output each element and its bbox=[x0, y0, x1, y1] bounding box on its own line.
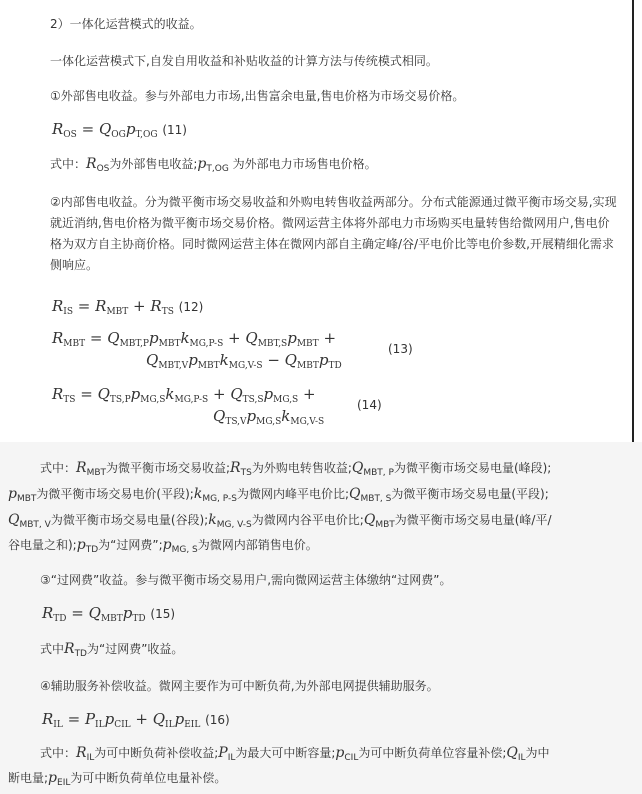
item2-paragraph: ②内部售电收益。分为微平衡市场交易收益和外购电转售收益两部分。分布式能源通过微平衡市场交易,实现就近消纳,售电价格为微平衡市场交易价格。微网运营主体将外部电力市场购买电量转售给微网用户,售电价格为双方自主协商价格。同时微网运营主体在微网内部自主确定峰/谷/平电价比等电价参数,开展精细化需求侧响应。 bbox=[50, 195, 617, 272]
equation-14-line1: $R_{TS} = Q_{TS,P}p_{MG,S}k_{MG,P-S} + Q_{TS,S}p_{MG,S}$ + bbox=[52, 385, 316, 405]
explain-t5: 为微网内峰平电价比; bbox=[236, 487, 350, 501]
equation-16-number: (16) bbox=[205, 713, 230, 727]
article-bottom-panel bbox=[0, 442, 642, 794]
explain-line-4: 谷电量之和)$;p_{TD}$为“过网费$”;p_{MG, S}$为微网内部销售电价。 bbox=[8, 537, 318, 555]
item1-heading: ①外部售电收益。参与外部电力市场,出售富余电量,售电价格为市场交易价格。 bbox=[50, 89, 465, 103]
item4-n6: 为可中断负荷单位电量补偿。 bbox=[70, 771, 227, 785]
equation-12-number: (12) bbox=[178, 300, 204, 314]
item4-n1: 为可中断负荷补偿收益; bbox=[94, 746, 219, 760]
explain-t10: 谷电量之和); bbox=[8, 538, 77, 552]
equation-16: $R_{IL} = P_{IL}p_{CIL} + Q_{IL}p_{EIL}$ (16) bbox=[42, 710, 230, 730]
explain-t12: 为微网内部销售电价。 bbox=[197, 538, 318, 552]
explain-t8: 为微网内谷平电价比; bbox=[251, 513, 364, 527]
intro-text: 一体化运营模式下,自发自用收益和补贴收益的计算方法与传统模式相同。 bbox=[50, 54, 438, 68]
explain-t3: 为微平衡市场交易电量(峰段); bbox=[393, 461, 552, 475]
explain-t4: 为微平衡市场交易电价(平段); bbox=[36, 487, 194, 501]
explain-line-3: $Q_{MBT, V}$为微平衡市场交易电量(谷段)$;k_{MG, V-S}$为微网内谷平电价比$;Q_{MBT}$为微平衡市场交易电量(峰/平/ bbox=[8, 512, 552, 530]
item4-note-line-2: 断电量$;p_{EIL}$为可中断负荷单位电量补偿。 bbox=[8, 770, 227, 788]
explain-line-1: 式中：$R_{MBT}$为微平衡市场交易收益$;R_{TS}$为外购电转售收益$;Q_{MBT, P}$为微平衡市场交易电量(峰段); bbox=[40, 460, 552, 478]
equation-13-line1: $R_{MBT} = Q_{MBT,P}p_{MBT}k_{MG,P-S} + Q_{MBT,S}p_{MBT}$ + bbox=[52, 329, 337, 349]
explain-t2: 为外购电转售收益; bbox=[251, 461, 352, 475]
item1-note-part2: 为外部电力市场售电价格。 bbox=[232, 157, 377, 171]
item3-note: 式中$R_{TD}$为“过网费”收益。 bbox=[40, 641, 184, 659]
item4-note-line-1: 式中：$R_{IL}$为可中断负荷补偿收益$;P_{IL}$为最大可中断容量$;p_{CIL}$为可中断负荷单位容量补偿$;Q_{IL}$为中 bbox=[40, 745, 550, 763]
item4-note-prefix: 式中： bbox=[40, 746, 77, 760]
item4-n4: 为中 bbox=[525, 746, 550, 760]
equation-12: $R_{IS} = R_{MBT} + R_{TS}$ (12) bbox=[52, 297, 204, 317]
item4-n2: 为最大可中断容量; bbox=[235, 746, 336, 760]
item4-n5: 断电量; bbox=[8, 771, 49, 785]
item4-n3: 为可中断负荷单位容量补偿; bbox=[358, 746, 507, 760]
section-title: 2）一体化运营模式的收益。 bbox=[50, 17, 202, 31]
equation-14-number: (14) bbox=[357, 398, 382, 412]
explain-t6: 为微平衡市场交易电量(平段); bbox=[391, 487, 549, 501]
item1-note: 式中：$R_{OS}$为外部售电收益$;p_{T,OG}$ 为外部电力市场售电价格。 bbox=[50, 156, 377, 174]
equation-11-number: (11) bbox=[162, 123, 187, 137]
item3-note-prefix: 式中 bbox=[40, 642, 65, 656]
explain-prefix: 式中： bbox=[40, 461, 77, 475]
equation-15-number: (15) bbox=[150, 607, 176, 621]
equation-13-line2: $Q_{MBT,V}p_{MBT}k_{MG,V-S} - Q_{MBT}p_{TD}$ bbox=[146, 351, 342, 371]
item1-note-prefix: 式中： bbox=[50, 157, 87, 171]
explain-t7: 为微平衡市场交易电量(谷段); bbox=[50, 513, 209, 527]
equation-15: $R_{TD} = Q_{MBT}p_{TD}$ (15) bbox=[42, 604, 176, 624]
item3-note-suffix: 为“过网费”收益。 bbox=[87, 642, 184, 656]
explain-line-2: $p_{MBT}$为微平衡市场交易电价(平段)$;k_{MG, P-S}$为微网内峰平电价比$;Q_{MBT, S}$为微平衡市场交易电量(平段); bbox=[8, 486, 549, 504]
equation-13-number: (13) bbox=[388, 342, 413, 356]
explain-t11: 为“过网费”; bbox=[98, 538, 163, 552]
explain-t1: 为微平衡市场交易收益; bbox=[106, 461, 231, 475]
item3-heading: ③“过网费”收益。参与微平衡市场交易用户,需向微网运营主体缴纳“过网费”。 bbox=[40, 573, 452, 587]
explain-t9: 为微平衡市场交易电量(峰/平/ bbox=[394, 513, 552, 527]
equation-14-line2: $Q_{TS,V}p_{MG,S}k_{MG,V-S}$ bbox=[213, 407, 325, 427]
item1-note-part1: 为外部售电收益; bbox=[109, 157, 198, 171]
item4-heading: ④辅助服务补偿收益。微网主要作为可中断负荷,为外部电网提供辅助服务。 bbox=[40, 679, 439, 693]
equation-11: $R_{OS} = Q_{OG}p_{T,OG}$ (11) bbox=[52, 120, 187, 140]
